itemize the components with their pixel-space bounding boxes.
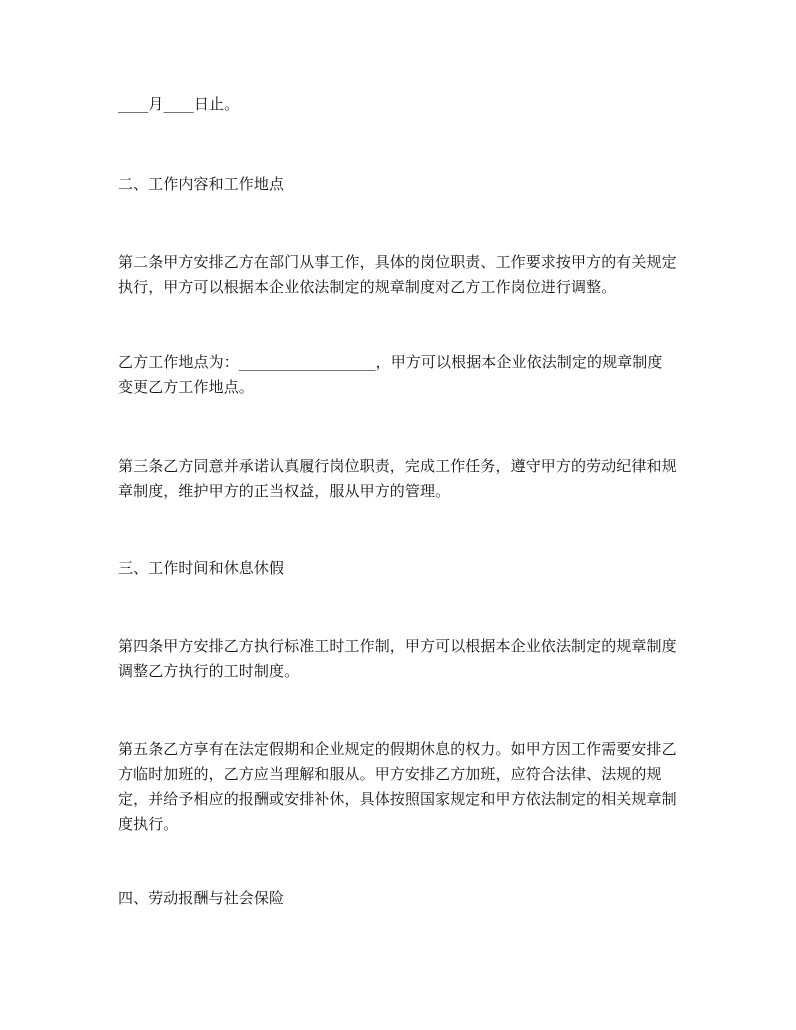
section-heading-3: 三、工作时间和休息休假 [118,559,285,577]
article-5-paragraph: 第五条乙方享有在法定假期和企业规定的假期休息的权力。如甲方因工作需要安排乙方临时加班的，乙方应当理解和服从。甲方安排乙方加班，应符合法律、法规的规定，并给予相应的报酬或安排补休，具体按照国家规定和甲方依法制定的相关规章制度执行。 [118,740,677,833]
article-3-paragraph: 第三条乙方同意并承诺认真履行岗位职责，完成工作任务，遵守甲方的劳动纪律和规章制度，维护甲方的正当权益，服从甲方的管理。 [118,457,677,500]
work-location-line-2: 变更乙方工作地点。 [118,378,254,396]
work-location-line-1: 乙方工作地点为：__________________，甲方可以根据本企业依法制定的规章制度 [118,353,663,371]
section-heading-4: 四、劳动报酬与社会保险 [118,889,285,907]
article-2-paragraph: 第二条甲方安排乙方在部门从事工作，具体的岗位职责、工作要求按甲方的有关规定执行，甲方可以根据本企业依法制定的规章制度对乙方工作岗位进行调整。 [118,253,677,296]
work-location-paragraph [118,350,684,400]
section-heading-2: 二、工作内容和工作地点 [118,175,285,193]
article-4-paragraph: 第四条甲方安排乙方执行标准工时工作制，甲方可以根据本企业依法制定的规章制度调整乙方执行的工时制度。 [118,637,677,680]
date-end-line: ____月____日止。 [118,95,240,113]
